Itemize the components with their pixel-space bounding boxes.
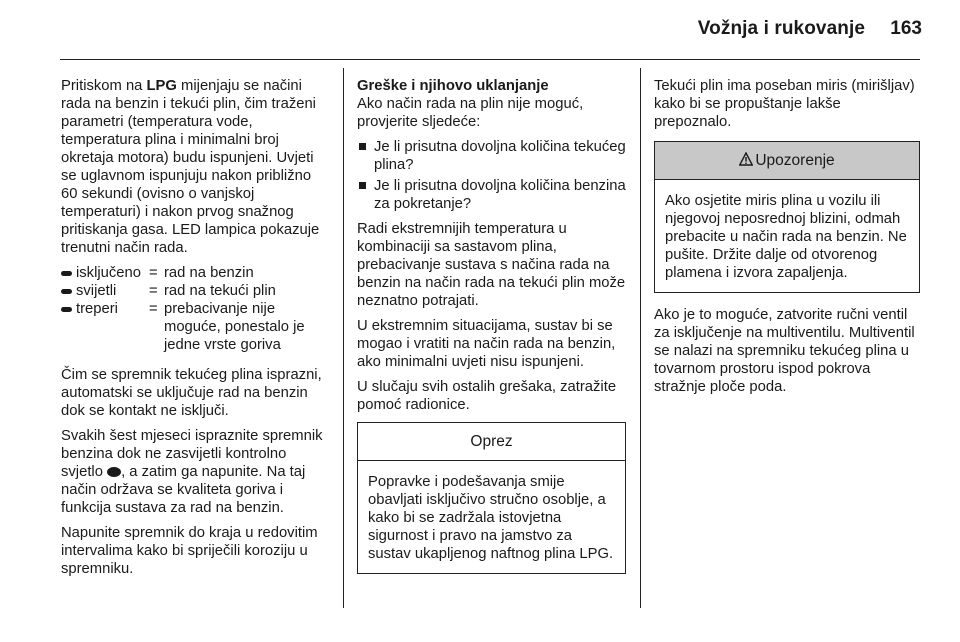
led-status-table	[61, 264, 331, 354]
six-months-paragraph: Svakih šest mjeseci ispraznite spremnik benzina dok ne zasvijetli kontrolno svjetlo , a zatim ga napunite. Na taj način održava se kvaliteta goriva i funkcija sustava za rad na benzin.	[61, 428, 323, 516]
list-item: Je li prisutna dovoljna količina benzina za pokretanje?	[357, 177, 626, 213]
tank-empty-paragraph: Čim se spremnik tekućeg plina isprazni, automatski se uključuje rad na benzin dok se kontakt ne isključi.	[61, 367, 322, 419]
status-row: treperi = prebacivanje nije moguće, ponestalo je jedne vrste goriva	[61, 300, 331, 354]
warning-text: Ako osjetite miris plina u vozilu ili njegovoj neposrednoj blizini, odmah prebacite u način rada na benzin. Ne pušite. Držite dalje od otvorenog plamena i izvora zapaljenja.	[665, 193, 907, 281]
page-title: Vožnja i rukovanje	[697, 18, 865, 39]
caution-box	[357, 422, 626, 574]
led-lamp-icon	[61, 289, 72, 294]
bullet-square-icon	[359, 182, 366, 189]
checklist	[357, 138, 626, 213]
fuel-warning-lamp-icon	[107, 467, 121, 477]
column-divider-2	[640, 68, 641, 608]
page-number: 163	[890, 18, 922, 39]
caution-text: Popravke i podešavanja smije obavljati isključivo stručno osoblje, a kako bi se zadržala istovjetna sigurnost i pravo na jamstvo za sustav ukapljenog naftnog plina LPG.	[368, 474, 614, 562]
temperature-paragraph: Radi ekstremnijih temperatura u kombinaciji sa sastavom plina, prebacivanje sustava s načina rada na benzin na način rada na tekući plin može neznatno potrajati.	[357, 221, 626, 309]
warning-title: Upozorenje	[755, 152, 835, 169]
lpg-switch-paragraph: Pritiskom na LPG mijenjaju se načini rada na benzin i tekući plin, čim traženi parametri (temperatura vode, temperatura plina i minimalni broj okretaja motora) budu ispunjeni. Uvjeti se uglavnom ispunjuju nakon približno 60 sekundi (ovisno o vanjskoj temperaturi) i nakon prvog snažnog pritiskanja gasa. LED lampica pokazuje trenutni način rada.	[61, 78, 320, 256]
column-1	[61, 77, 331, 585]
led-lamp-icon	[61, 271, 72, 276]
warning-triangle-icon	[739, 152, 753, 166]
status-row: svijetli = rad na tekući plin	[61, 282, 331, 300]
faults-intro: Ako način rada na plin nije moguć, provjerite sljedeće:	[357, 96, 584, 130]
column-2	[357, 77, 626, 574]
odor-paragraph: Tekući plin ima poseban miris (mirišljav) kako bi se propuštanje lakše prepoznalo.	[654, 78, 915, 130]
workshop-paragraph: U slučaju svih ostalih grešaka, zatražite pomoć radionice.	[357, 379, 617, 413]
header-divider	[60, 59, 920, 60]
warning-header	[655, 142, 919, 180]
column-3	[654, 77, 920, 403]
manual-valve-paragraph: Ako je to moguće, zatvorite ručni ventil za isključenje na multiventilu. Multiventil se nalazi na spremniku tekućeg plina u tovarnom prostoru ispod pokrova stražnje ploče poda.	[654, 307, 915, 395]
corrosion-paragraph: Napunite spremnik do kraja u redovitim intervalima kako bi spriječili koroziju u spremniku.	[61, 525, 318, 577]
lpg-keyword: LPG	[146, 78, 177, 94]
list-item: Je li prisutna dovoljna količina tekućeg plina?	[357, 138, 626, 174]
led-lamp-icon	[61, 307, 72, 312]
caution-title: Oprez	[358, 423, 625, 461]
faults-heading: Greške i njihovo uklanjanje	[357, 78, 549, 94]
status-row: isključeno = rad na benzin	[61, 264, 331, 282]
bullet-square-icon	[359, 143, 366, 150]
extreme-situations-paragraph: U ekstremnim situacijama, sustav bi se mogao i vratiti na način rada na benzin, ako minimalni uvjeti nisu ispunjeni.	[357, 318, 616, 370]
warning-box	[654, 141, 920, 293]
column-divider-1	[343, 68, 344, 608]
